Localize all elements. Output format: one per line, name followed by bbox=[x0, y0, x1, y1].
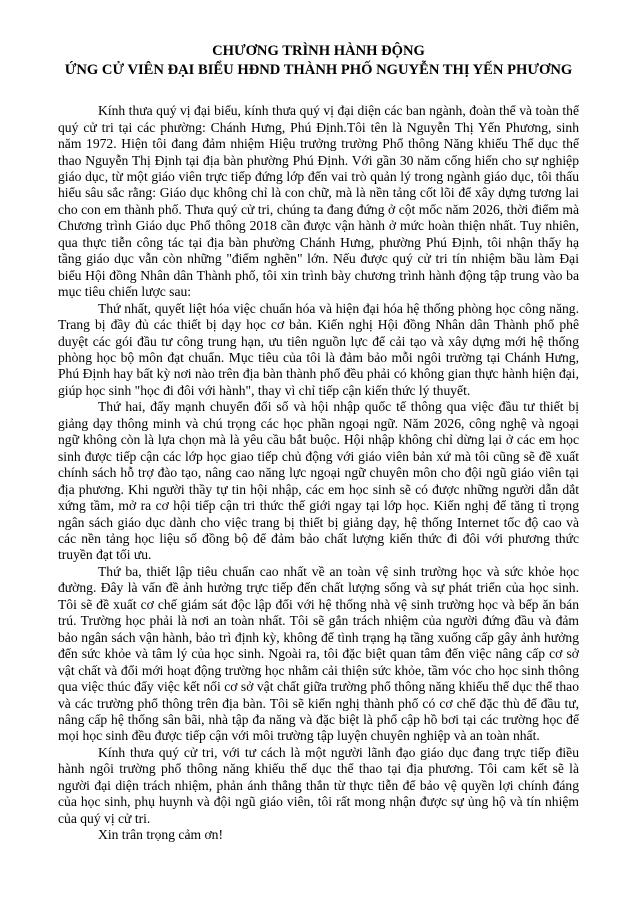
paragraph-commitment: Kính thưa quý cử tri, với tư cách là một người lãnh đạo giáo dục đang trực tiếp điều hành ngôi trường phổ thông năng khiếu thể dục thể thao tại địa phương. Tôi cam kết sẽ là người đại diện trách nhiệm, phản ánh thẳng thắn từ thực tiễn để bảo vệ quyền lợi chính đáng của học sinh, phụ huynh và đội ngũ giáo viên, tôi rất mong nhận được sự ủng hộ và tín nhiệm của quý vị cử tri. bbox=[58, 744, 579, 826]
closing-line: Xin trân trọng cảm ơn! bbox=[98, 827, 223, 843]
paragraph-goal-third: Thứ ba, thiết lập tiêu chuẩn cao nhất về an toàn vệ sinh trường học và sức khỏe học đường. Đây là vấn đề ảnh hưởng trực tiếp đến chất lượng sống và sự phát triển của học sinh. Tôi sẽ đề xuất cơ chế giám sát độc lập đối với hệ thống nhà vệ sinh trường học và bếp ăn bán trú. Trường học phải là nơi an toàn nhất. Tôi sẽ gắn trách nhiệm của người đứng đầu và đảm bảo ngân sách vận hành, bảo trì định kỳ, không để tình trạng hạ tầng xuống cấp gây ảnh hưởng đến sức khỏe và tâm lý của học sinh. Ngoài ra, tôi đặc biệt quan tâm đến việc nâng cấp cơ sở vật chất và đổi mới hoạt động trường học nhằm cải thiện sức khỏe, tầm vóc cho học sinh thông qua việc thúc đẩy việc kết nối cơ sở vật chất giữa trường phổ thông năng khiếu thể dục thể thao và các trường phổ thông trên địa bàn. Tôi sẽ kiến nghị thành phố có cơ chế đặc thù để đầu tư, nâng cấp hệ thống sân bãi, nhà tập đa năng và đặc biệt là phổ cập hồ bơi tại các trường học để mọi học sinh đều được tiếp cận với môi trường tập luyện chuyên nghiệp và an toàn nhất. bbox=[58, 563, 579, 744]
paragraph-introduction: Kính thưa quý vị đại biểu, kính thưa quý vị đại diện các ban ngành, đoàn thể và toàn thể quý cử tri tại các phường: Chánh Hưng, Phú Định.Tôi tên là Nguyễn Thị Yến Phương, sinh năm 1972. Hiện tôi đang đảm nhiệm Hiệu trưởng trường Phổ thông Năng khiếu Thể dục thể thao Nguyễn Thị Định tại địa bàn phường Phú Định. Với gần 30 năm cống hiến cho sự nghiệp giáo dục, từ một giáo viên trực tiếp đứng lớp đến vai trò quản lý trong ngành giáo dục, tôi thấu hiểu sâu sắc rằng: Giáo dục không chỉ là con chữ, mà là nền tảng cốt lõi để xây dựng tương lai cho con em thành phố. Thưa quý cử tri, chúng ta đang đứng ở cột mốc năm 2026, thời điểm mà Chương trình Giáo dục Phổ thông 2018 cần được vận hành ở mức hoàn thiện nhất. Tuy nhiên, qua thực tiễn công tác tại địa bàn phường Chánh Hưng, phường Phú Định, tôi nhận thấy hạ tầng giáo dục vẫn còn những "điểm nghẽn" lớn. Nếu được quý cử tri tín nhiệm bầu làm Đại biểu Hội đồng Nhân dân Thành phố, tôi xin trình bày chương trình hành động tập trung vào ba mục tiêu chiến lược sau: bbox=[58, 103, 579, 300]
document-title bbox=[58, 42, 579, 79]
paragraph-goal-first: Thứ nhất, quyết liệt hóa việc chuẩn hóa và hiện đại hóa hệ thống phòng học công năng. Trang bị đầy đủ các thiết bị dạy học cơ bản. Kiến nghị Hội đồng Nhân dân Thành phố phê duyệt các gói đầu tư công trung hạn, ưu tiên nguồn lực để cải tạo và xây dựng mới hệ thống phòng học bộ môn đạt chuẩn. Mục tiêu của tôi là đảm bảo mỗi ngôi trường tại Chánh Hưng, Phú Định hay bất kỳ nơi nào trên địa bàn thành phố đều phải có không gian thực hành hiện đại, giúp học sinh "học đi đôi với hành", thay vì chỉ tiếp cận kiến thức lý thuyết. bbox=[58, 300, 579, 398]
title-line-1: CHƯƠNG TRÌNH HÀNH ĐỘNG bbox=[212, 43, 425, 59]
paragraph-goal-second: Thứ hai, đẩy mạnh chuyển đổi số và hội nhập quốc tế thông qua việc đầu tư thiết bị giảng dạy thông minh và chú trọng các học phần ngoại ngữ. Năm 2026, công nghệ và ngoại ngữ không còn là lựa chọn mà là yêu cầu bắt buộc. Hội nhập không chỉ dừng lại ở các em học sinh được tiếp cận các lớp học giao tiếp chủ động với giáo viên bản xứ mà tôi cũng sẽ đề xuất chính sách hỗ trợ đào tạo, nâng cao năng lực ngoại ngữ chuyên môn cho đội ngũ giáo viên tại địa phương. Khi người thầy tự tin hội nhập, các em học sinh sẽ có được những người dẫn dắt xứng tầm, mở ra cơ hội tiếp cận tri thức thế giới ngay tại lớp học. Kiến nghị để tăng tỉ trọng ngân sách giáo dục dành cho việc trang bị thiết bị giảng dạy, hệ thống Internet tốc độ cao và các nền tảng học liệu số đồng bộ để đảm bảo chất lượng kiến thức đi đôi với phương thức truyền đạt tối ưu. bbox=[58, 399, 579, 563]
title-line-2: ỨNG CỬ VIÊN ĐẠI BIỂU HĐND THÀNH PHỐ NGUYỄN THỊ YẾN PHƯƠNG bbox=[64, 61, 573, 78]
